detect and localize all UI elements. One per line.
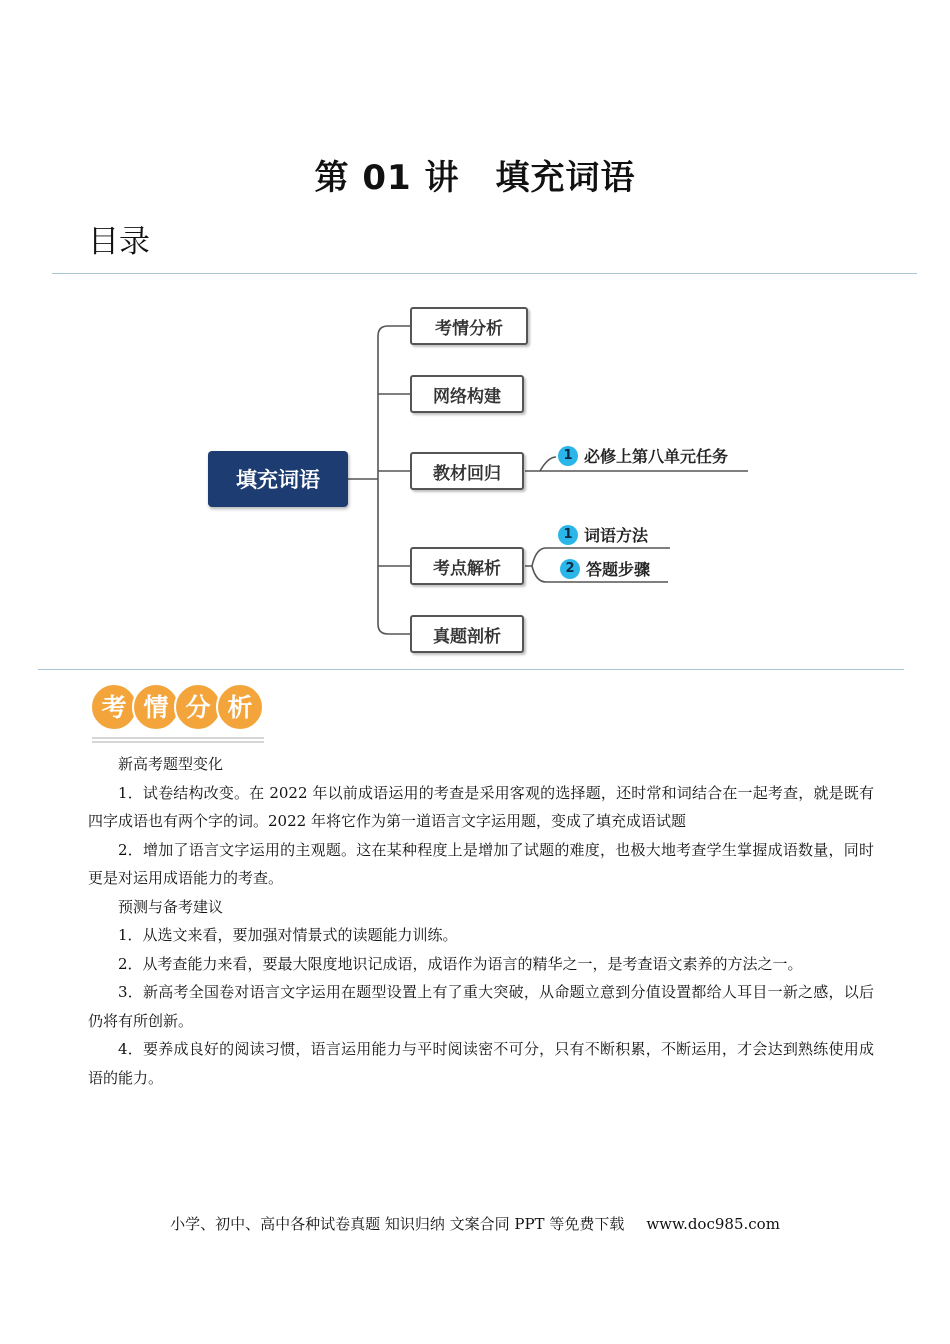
section-logo-kaoqing-fenxi: [88, 680, 272, 748]
lecture-topic: 填充词语: [495, 158, 636, 198]
mind-map: [0, 290, 950, 670]
section-logo-graphic: [88, 680, 272, 744]
logo-char: 考: [101, 693, 127, 722]
paragraph: 2．从考查能力来看，要最大限度地识记成语，成语作为语言的精华之一，是考查语文素养的方法之一。: [118, 954, 803, 973]
logo-char: 分: [185, 693, 211, 722]
number-badge: 2: [560, 559, 580, 579]
number-badge: 1: [558, 446, 578, 466]
logo-char: 析: [227, 693, 253, 722]
branch-wangluo-goujian: 网络构建: [410, 375, 524, 413]
branch-zhenti-pouxi: 真题剖析: [410, 615, 524, 653]
page-title: [0, 150, 950, 199]
subitem-ciyu-fangfa: [558, 523, 648, 546]
subitem-label: 词语方法: [584, 526, 649, 545]
branch-kaoqing-fenxi: 考情分析: [410, 307, 528, 345]
subitem-label: 必修上第八单元任务: [584, 447, 729, 466]
page-footer: [0, 1213, 950, 1234]
subheading-new-exam-changes: 新高考题型变化: [118, 755, 224, 773]
mind-map-bottom-divider: [38, 669, 904, 670]
lecture-number: 第 01 讲: [314, 158, 460, 198]
paragraph: 1．从选文来看，要加强对情景式的读题能力训练。: [118, 926, 458, 944]
footer-url[interactable]: www.doc985.com: [646, 1215, 780, 1233]
branch-kaodian-jiexi: 考点解析: [410, 547, 524, 585]
branch-jiaocai-huigui: 教材回归: [410, 452, 524, 490]
mind-map-root: 填充词语: [208, 451, 348, 507]
toc-heading: 目录: [88, 224, 150, 260]
analysis-content: [88, 750, 874, 1092]
footer-text: 小学、初中、高中各种试卷真题 知识归纳 文案合同 PPT 等免费下载: [170, 1215, 625, 1233]
paragraph: 1．试卷结构改变。在 2022 年以前成语运用的考查是采用客观的选择题，还时常和词结合在一起考查，就是既有四字成语也有两个字的词。2022 年将它作为第一道语言文字运用题，变成了填充成语试题: [88, 783, 874, 830]
logo-char: 情: [143, 693, 169, 722]
subitem-label: 答题步骤: [586, 560, 651, 579]
paragraph: 2．增加了语言文字运用的主观题。这在某种程度上是增加了试题的难度，也极大地考查学生掌握成语数量，同时更是对运用成语能力的考查。: [88, 840, 874, 887]
number-badge: 1: [558, 525, 578, 545]
subitem-bixiu-task: [558, 444, 728, 467]
subitem-dati-buzhou: [560, 557, 650, 580]
top-divider: [52, 273, 917, 274]
subheading-prediction-advice: 预测与备考建议: [118, 897, 224, 916]
paragraph: 3．新高考全国卷对语言文字运用在题型设置上有了重大突破，从命题立意到分值设置都给人耳目一新之感，以后仍将有所创新。: [88, 983, 874, 1030]
paragraph: 4．要养成良好的阅读习惯，语言运用能力与平时阅读密不可分，只有不断积累，不断运用，才会达到熟练使用成语的能力。: [88, 1040, 874, 1087]
